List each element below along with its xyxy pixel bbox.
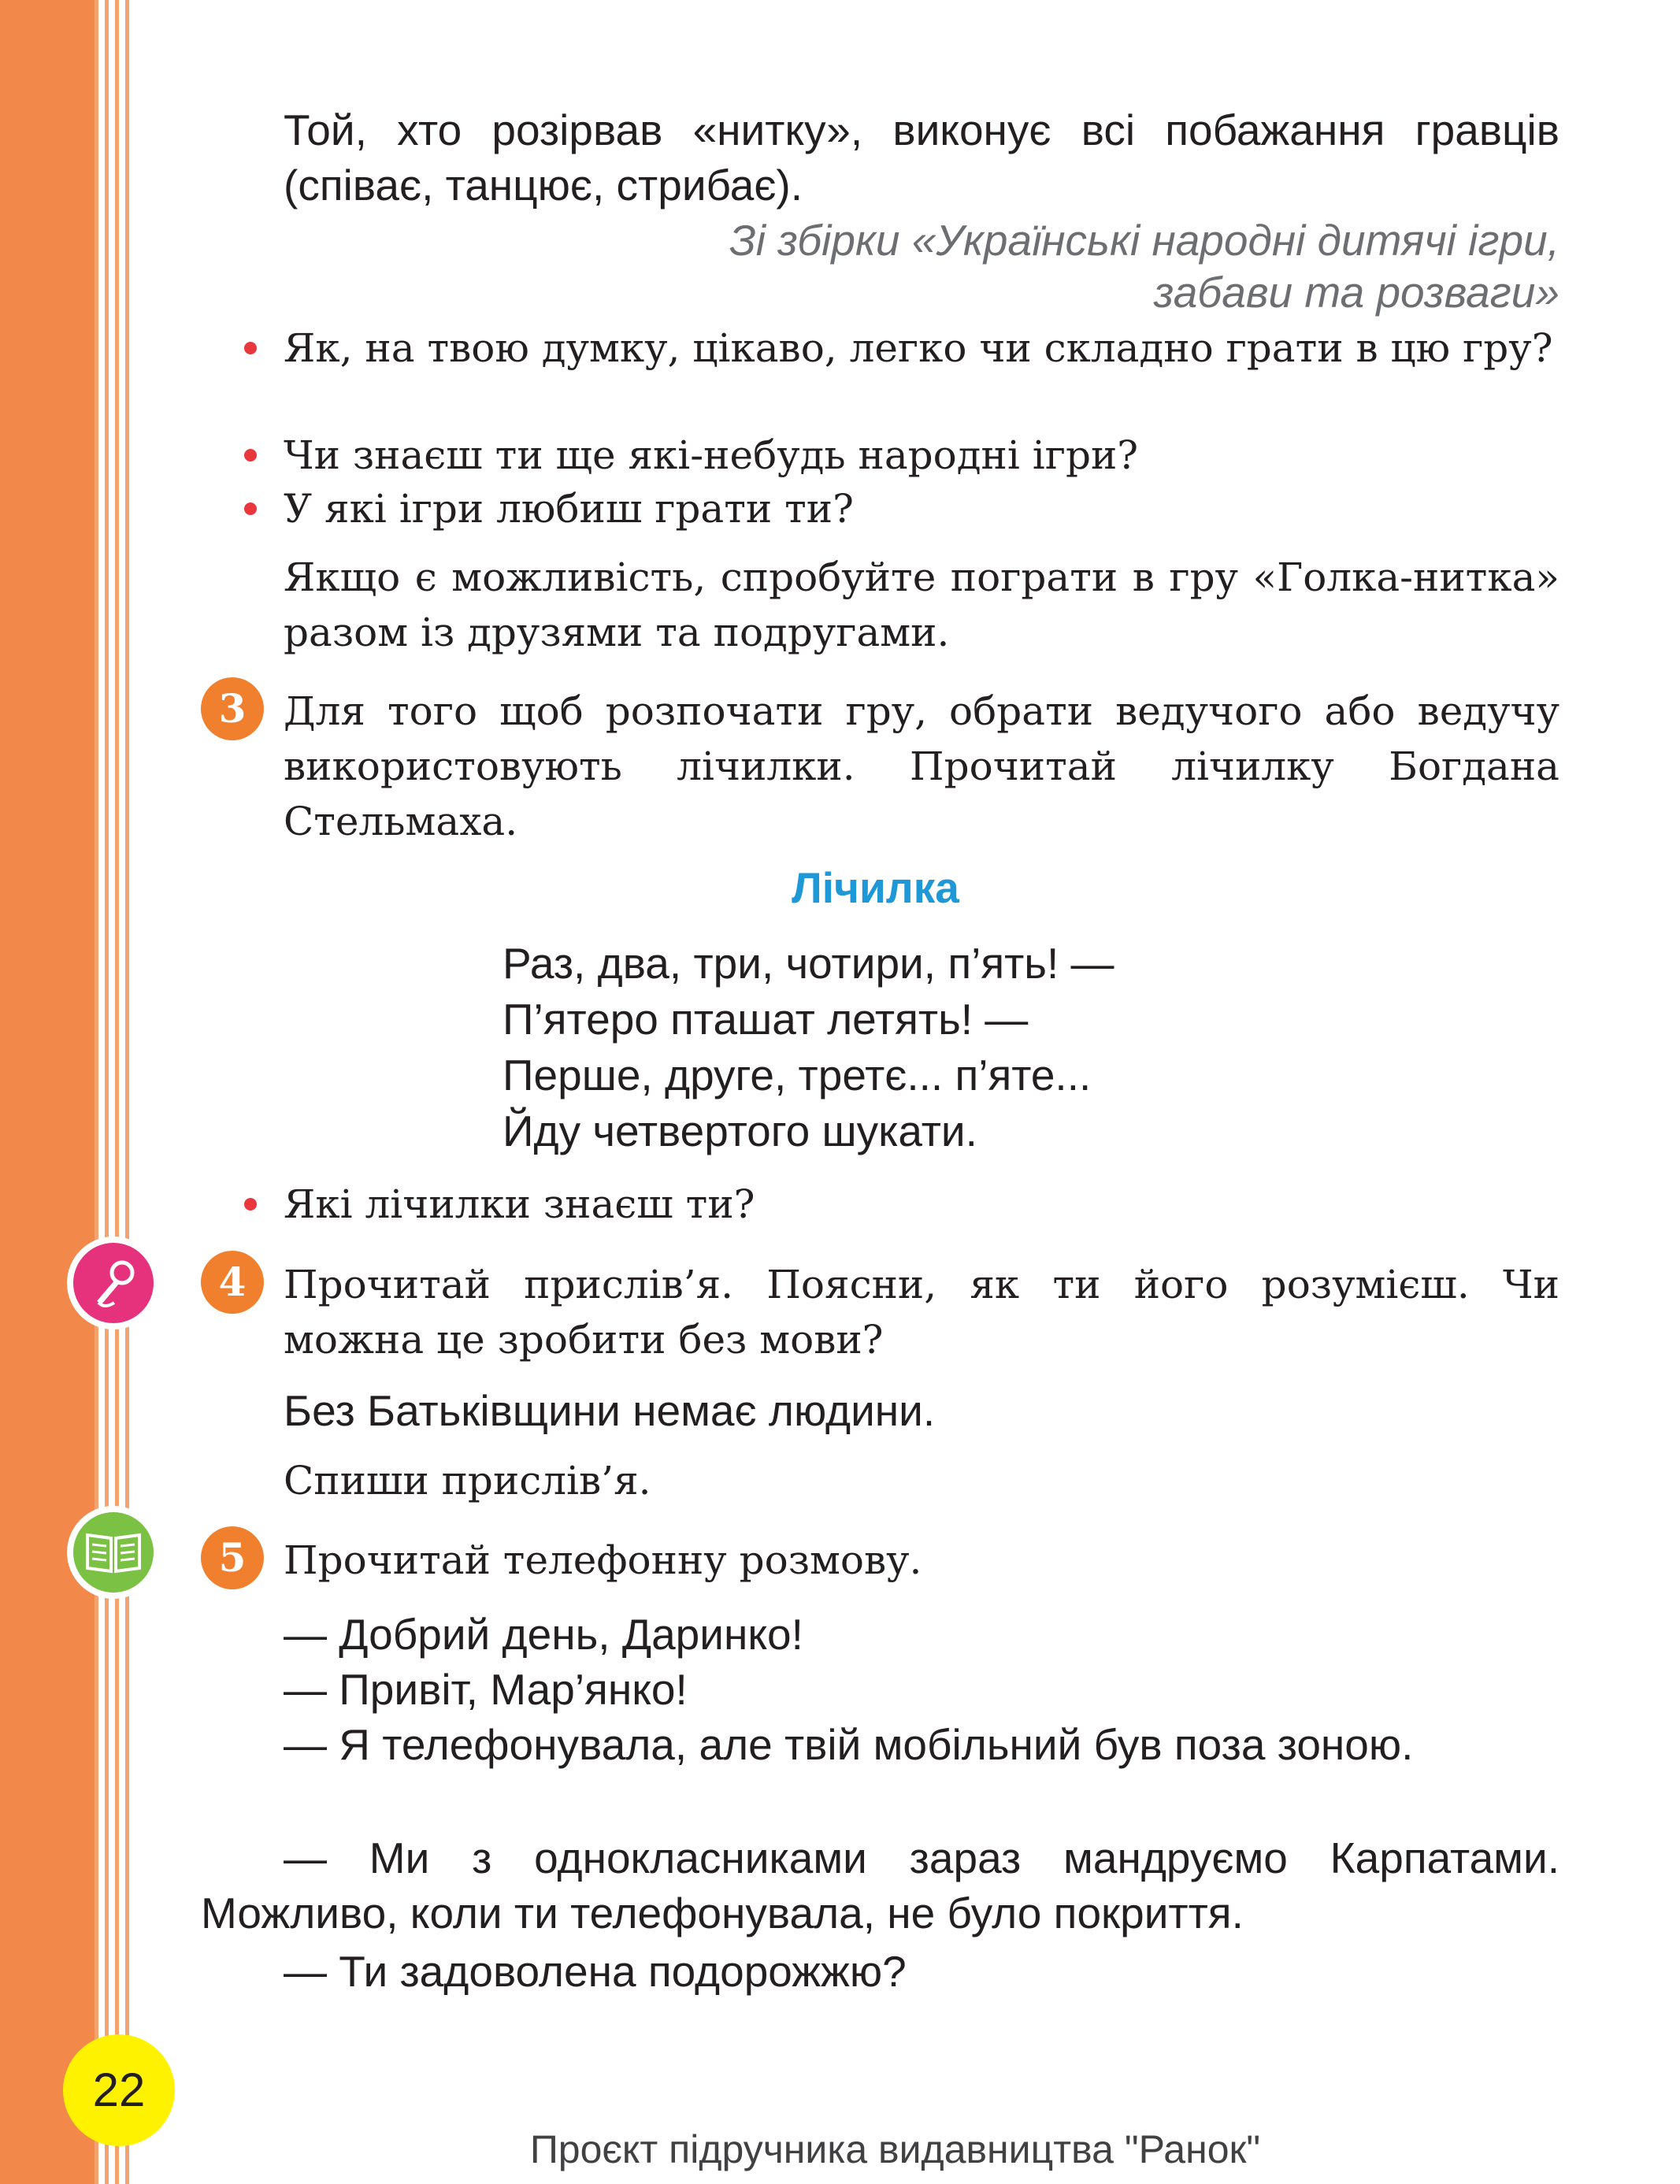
proverb: Без Батьківщини немає людини. <box>284 1386 936 1435</box>
task-number-badge: 3 <box>201 677 264 740</box>
left-margin-strip <box>0 0 95 2184</box>
task5-text: Прочитай телефонну розмову. <box>284 1537 922 1583</box>
poem-line: П’ятеро пташат летять! — <box>503 995 1029 1044</box>
bullet-icon <box>244 342 257 354</box>
task4-text: Прочитай прислів’я. Поясни, як ти його розумієш. Чи можна це зробити без мови? <box>284 1262 1559 1363</box>
source-line-1: Зі збірки «Українські народні дитячі ігри, <box>729 216 1559 265</box>
margin-rule <box>115 0 119 2184</box>
suggestion-paragraph: Якщо є можливість, спробуйте пограти в гру «Голка-нитка» разом із друзями та подругами. <box>284 554 1559 655</box>
question-item <box>284 1177 1559 1231</box>
task-number-badge: 4 <box>201 1251 264 1314</box>
dialogue-line: — Добрий день, Даринко! <box>284 1610 803 1659</box>
dialogue-line: — Привіт, Мар’янко! <box>284 1665 688 1714</box>
dialogue-line: — Я телефонувала, але твій мобільний був поза зоною. <box>284 1720 1414 1769</box>
source-line-2: забави та розваги» <box>1153 268 1559 317</box>
task-number-badge: 5 <box>201 1526 264 1589</box>
question-text: У які ігри любиш грати ти? <box>284 486 854 532</box>
poem-line: Перше, друге, третє... п’яте... <box>503 1051 1092 1099</box>
margin-rule <box>95 0 98 2184</box>
task3-text: Для того щоб розпочати гру, обрати ведучого або ведучу використовують лічилки. Прочитай лічилку Богдана Стельмаха. <box>284 688 1559 844</box>
footer-note: Проєкт підручника видавництва "Ранок" <box>529 2127 1261 2171</box>
bullet-icon <box>244 502 257 515</box>
intro-paragraph: Той, хто розірвав «нитку», виконує всі побажання гравців (співає, танцює, стрибає). <box>284 106 1559 210</box>
page-number: 22 <box>63 2034 175 2146</box>
poem-line: Йду четвертого шукати. <box>503 1107 977 1155</box>
question-item <box>284 321 1559 375</box>
bullet-icon <box>244 449 257 462</box>
dialogue-line: — Ми з однокласниками зараз мандруємо Карпатами. Можливо, коли ти телефонувала, не було покриття. <box>201 1834 1559 1937</box>
bullet-icon <box>244 1198 257 1211</box>
margin-rule <box>105 0 109 2184</box>
book-icon <box>67 1506 160 1599</box>
poem-title: Лічилка <box>792 863 959 912</box>
question-text: Які лічилки знаєш ти? <box>284 1181 755 1227</box>
dialogue-line: — Ти задоволена подорожжю? <box>284 1947 907 1996</box>
task4-instruction: Спиши прислів’я. <box>284 1458 651 1504</box>
microphone-icon <box>67 1237 160 1329</box>
question-text: Як, на твою думку, цікаво, легко чи складно грати в цю гру? <box>284 325 1553 371</box>
question-item <box>284 482 1559 536</box>
question-text: Чи знаєш ти ще які-небудь народні ігри? <box>284 432 1139 478</box>
poem-line: Раз, два, три, чотири, п’ять! — <box>503 939 1114 988</box>
margin-rule <box>125 0 129 2184</box>
question-item <box>284 428 1559 482</box>
